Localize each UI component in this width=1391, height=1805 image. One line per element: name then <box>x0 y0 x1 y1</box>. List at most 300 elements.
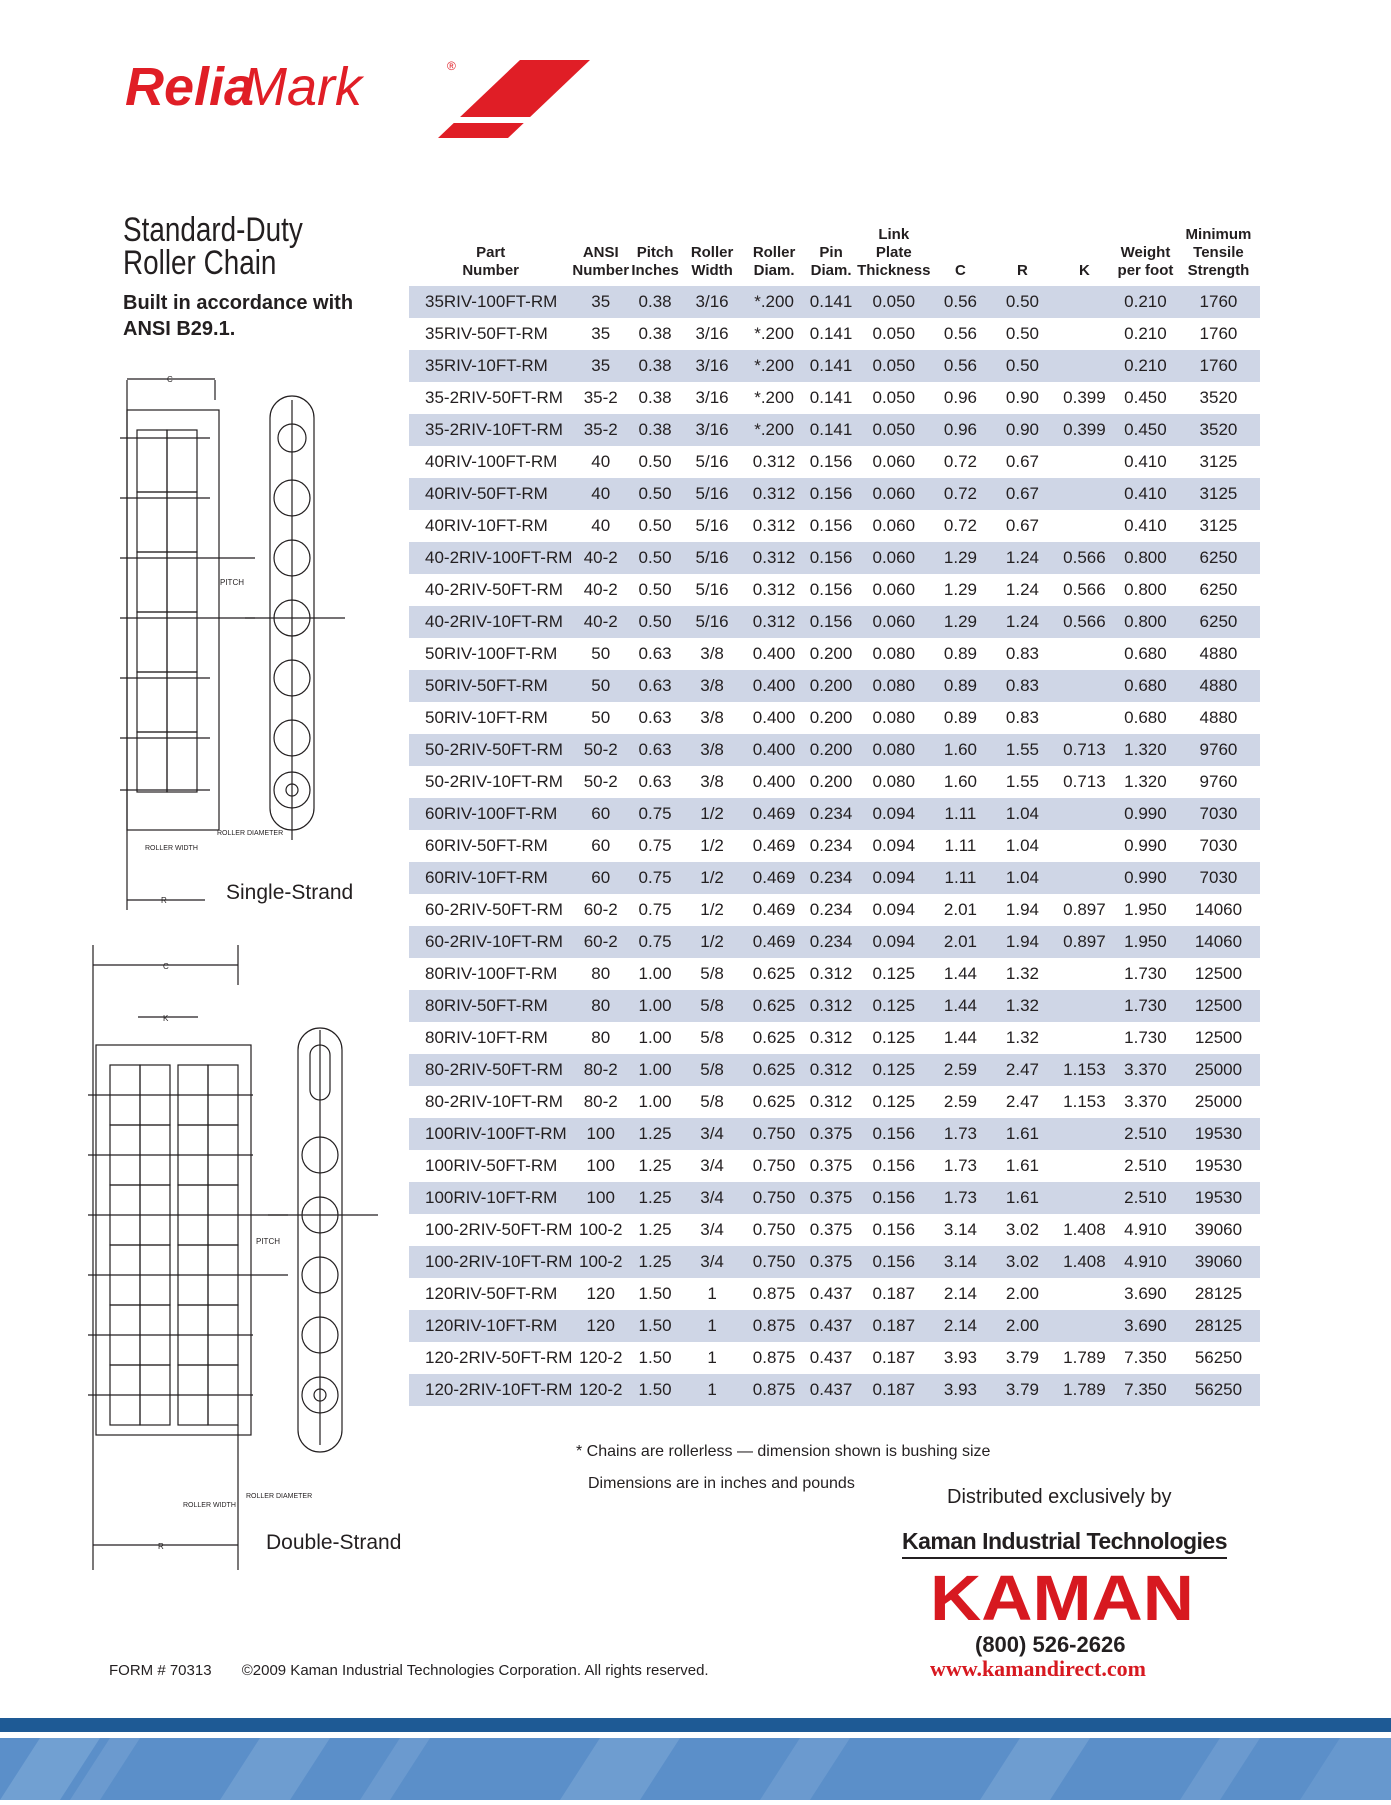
cell-weight-per-foot: 3.370 <box>1124 1092 1167 1111</box>
cell-k <box>1054 1022 1114 1054</box>
table-row <box>409 958 1260 990</box>
cell-ansi-number: 50 <box>591 708 611 727</box>
cell-pitch: 0.75 <box>638 836 672 855</box>
cell-weight-per-foot: 0.210 <box>1124 324 1167 343</box>
table-row <box>409 510 1260 542</box>
cell-c: 1.73 <box>943 1156 977 1175</box>
footer <box>109 1662 735 1679</box>
cell-weight-per-foot: 0.210 <box>1114 286 1176 318</box>
cell-r: 3.79 <box>990 1374 1054 1406</box>
reliamark-logo <box>120 50 590 140</box>
cell-roller-width: 1 <box>707 1284 717 1303</box>
cell-k: 0.897 <box>1063 900 1106 919</box>
cell-r: 1.61 <box>1005 1156 1039 1175</box>
cell-pitch: 0.38 <box>638 388 672 407</box>
cell-min-tensile-strength: 39060 <box>1194 1220 1243 1239</box>
cell-link-plate-thickness: 0.050 <box>857 286 930 318</box>
cell-ansi-number: 50-2 <box>583 772 618 791</box>
cell-c: 1.44 <box>943 964 977 983</box>
cell-pin-diameter: 0.141 <box>809 324 853 343</box>
single-strand-caption: Single-Strand <box>226 881 354 904</box>
cell-roller-width: 1/2 <box>681 926 743 958</box>
cell-link-plate-thickness: 0.060 <box>857 478 930 510</box>
table-row <box>409 798 1260 830</box>
cell-part-number: 100-2RIV-10FT-RM <box>409 1246 572 1278</box>
cell-pitch: 0.75 <box>629 798 681 830</box>
cell-pin-diameter: 0.156 <box>805 606 857 638</box>
cell-part-number: 60RIV-100FT-RM <box>409 798 572 830</box>
cell-k: 1.408 <box>1063 1220 1106 1239</box>
cell-c: 2.14 <box>943 1284 977 1303</box>
cell-weight-per-foot: 1.320 <box>1114 734 1176 766</box>
cell-k: 1.408 <box>1054 1246 1114 1278</box>
cell-part-number: 120-2RIV-50FT-RM <box>425 1348 573 1367</box>
cell-roller-diameter: 0.312 <box>752 452 796 471</box>
table-row <box>409 1118 1260 1150</box>
cell-part-number: 120-2RIV-10FT-RM <box>409 1374 572 1406</box>
cell-r: 3.79 <box>1005 1348 1039 1367</box>
cell-k <box>1054 1118 1114 1150</box>
cell-ansi-number: 50 <box>591 644 611 663</box>
cell-c: 0.96 <box>943 388 977 407</box>
cell-weight-per-foot: 3.370 <box>1114 1054 1176 1086</box>
table-body <box>409 286 1260 1406</box>
cell-k <box>1054 990 1114 1022</box>
cell-pitch: 1.00 <box>629 990 681 1022</box>
cell-c: 1.60 <box>943 772 977 791</box>
cell-pin-diameter: 0.141 <box>809 388 853 407</box>
cell-r: 1.04 <box>1005 836 1039 855</box>
cell-ansi-number: 40-2 <box>583 580 618 599</box>
header-part-number <box>409 226 572 286</box>
cell-part-number: 35-2RIV-10FT-RM <box>409 414 572 446</box>
distributor-website-link[interactable]: www.kamandirect.com <box>930 1656 1146 1681</box>
header-link-plate-thickness <box>857 226 930 286</box>
cell-roller-diameter: *.200 <box>743 350 805 382</box>
cell-weight-per-foot: 0.680 <box>1124 644 1167 663</box>
cell-link-plate-thickness: 0.050 <box>872 388 916 407</box>
cell-weight-per-foot: 0.410 <box>1124 516 1167 535</box>
cell-min-tensile-strength: 3125 <box>1176 478 1260 510</box>
header-pin-diameter <box>805 226 857 286</box>
cell-c: 1.11 <box>930 798 990 830</box>
cell-roller-width: 1 <box>707 1348 717 1367</box>
cell-weight-per-foot: 0.210 <box>1114 350 1176 382</box>
cell-pitch: 0.63 <box>638 772 672 791</box>
cell-roller-width: 1/2 <box>681 862 743 894</box>
header-ansi-number-line: ANSI <box>582 244 619 261</box>
cell-weight-per-foot: 0.990 <box>1114 862 1176 894</box>
cell-link-plate-thickness: 0.080 <box>872 772 916 791</box>
table-row <box>409 382 1260 414</box>
cell-roller-diameter: 0.312 <box>743 542 805 574</box>
double-front-view <box>268 1028 378 1452</box>
cell-part-number: 80RIV-100FT-RM <box>425 964 558 983</box>
cell-pin-diameter: 0.437 <box>809 1284 853 1303</box>
cell-roller-width: 5/8 <box>681 1054 743 1086</box>
cell-r: 1.24 <box>990 542 1054 574</box>
cell-r: 2.47 <box>1005 1092 1039 1111</box>
cell-ansi-number: 80 <box>591 1028 611 1047</box>
cell-k <box>1054 830 1114 862</box>
cell-k: 1.789 <box>1054 1374 1114 1406</box>
cell-c: 2.59 <box>943 1092 977 1111</box>
cell-roller-diameter: 0.400 <box>752 772 796 791</box>
cell-min-tensile-strength: 4880 <box>1199 644 1238 663</box>
cell-ansi-number: 100-2 <box>578 1220 623 1239</box>
cell-pitch: 0.63 <box>638 644 672 663</box>
cell-weight-per-foot: 1.320 <box>1124 772 1167 791</box>
cell-c: 1.73 <box>930 1182 990 1214</box>
table-row <box>409 1214 1260 1246</box>
cell-pitch: 0.50 <box>638 452 672 471</box>
cell-k: 0.897 <box>1054 926 1114 958</box>
cell-roller-diameter: 0.400 <box>752 708 796 727</box>
cell-r: 1.04 <box>990 862 1054 894</box>
cell-r: 1.61 <box>990 1182 1054 1214</box>
cell-min-tensile-strength: 14060 <box>1194 900 1243 919</box>
cell-pin-diameter: 0.200 <box>809 708 853 727</box>
cell-pitch: 1.25 <box>629 1182 681 1214</box>
cell-roller-diameter: 0.469 <box>752 836 796 855</box>
table-row <box>409 606 1260 638</box>
cell-roller-diameter: *.200 <box>743 414 805 446</box>
header-weight-per-foot <box>1114 226 1176 286</box>
cell-min-tensile-strength: 28125 <box>1194 1284 1243 1303</box>
cell-ansi-number: 60 <box>591 836 611 855</box>
cell-roller-diameter: *.200 <box>754 388 794 407</box>
cell-roller-width: 3/16 <box>695 388 729 407</box>
table-row <box>409 1150 1260 1182</box>
cell-roller-width: 5/8 <box>700 1028 724 1047</box>
cell-roller-width: 5/8 <box>700 964 724 983</box>
cell-k <box>1054 1310 1114 1342</box>
cell-ansi-number: 60 <box>572 798 629 830</box>
cell-roller-width: 1 <box>681 1374 743 1406</box>
cell-roller-width: 3/4 <box>700 1156 724 1175</box>
cell-ansi-number: 40-2 <box>572 542 629 574</box>
cell-part-number: 40-2RIV-100FT-RM <box>409 542 572 574</box>
cell-pitch: 1.00 <box>638 1092 672 1111</box>
cell-min-tensile-strength: 19530 <box>1194 1156 1243 1175</box>
cell-part-number: 50-2RIV-10FT-RM <box>425 772 563 791</box>
cell-roller-diameter: 0.469 <box>743 862 805 894</box>
header-pin-diameter-line: Diam. <box>810 262 852 279</box>
cell-r: 0.50 <box>990 286 1054 318</box>
cell-ansi-number: 100-2 <box>572 1246 629 1278</box>
double-side-view <box>88 1045 253 1435</box>
cell-weight-per-foot: 1.730 <box>1124 964 1167 983</box>
table-row <box>409 318 1260 350</box>
cell-roller-diameter: 0.875 <box>743 1374 805 1406</box>
table-row <box>409 702 1260 734</box>
cell-min-tensile-strength: 19530 <box>1176 1182 1260 1214</box>
cell-pitch: 0.38 <box>629 350 681 382</box>
cell-roller-diameter: *.200 <box>743 286 805 318</box>
cell-k: 0.399 <box>1054 414 1114 446</box>
cell-link-plate-thickness: 0.156 <box>872 1220 916 1239</box>
cell-r: 2.00 <box>1005 1284 1039 1303</box>
cell-min-tensile-strength: 7030 <box>1199 836 1238 855</box>
cell-r: 1.94 <box>1005 900 1039 919</box>
cell-part-number: 50RIV-100FT-RM <box>425 644 558 663</box>
cell-min-tensile-strength: 14060 <box>1176 926 1260 958</box>
header-k <box>1054 226 1114 286</box>
cell-pitch: 1.50 <box>629 1374 681 1406</box>
cell-weight-per-foot: 1.950 <box>1114 926 1176 958</box>
table-row <box>409 1374 1260 1406</box>
cell-pitch: 0.38 <box>629 414 681 446</box>
cell-c: 0.56 <box>930 350 990 382</box>
cell-part-number: 100RIV-50FT-RM <box>425 1156 558 1175</box>
cell-ansi-number: 35 <box>572 286 629 318</box>
table-row <box>409 990 1260 1022</box>
table-row <box>409 542 1260 574</box>
cell-min-tensile-strength: 28125 <box>1176 1310 1260 1342</box>
cell-c: 1.44 <box>930 990 990 1022</box>
cell-roller-diameter: 0.875 <box>752 1284 796 1303</box>
cell-link-plate-thickness: 0.080 <box>872 644 916 663</box>
cell-link-plate-thickness: 0.156 <box>872 1156 916 1175</box>
header-roller-diameter-line: Diam. <box>753 262 795 279</box>
cell-pitch: 0.50 <box>638 516 672 535</box>
cell-min-tensile-strength: 3520 <box>1199 388 1238 407</box>
cell-roller-width: 1/2 <box>681 798 743 830</box>
cell-roller-width: 5/8 <box>700 1092 724 1111</box>
cell-part-number: 40RIV-10FT-RM <box>425 516 548 535</box>
cell-pitch: 1.00 <box>638 1028 672 1047</box>
cell-roller-diameter: 0.625 <box>752 1028 796 1047</box>
table-row <box>409 1342 1260 1374</box>
cell-pin-diameter: 0.437 <box>809 1348 853 1367</box>
cell-r: 1.32 <box>990 990 1054 1022</box>
copyright: ©2009 Kaman Industrial Technologies Corporation. All rights reserved. <box>241 1662 709 1679</box>
cell-pitch: 0.75 <box>638 900 672 919</box>
cell-pin-diameter: 0.234 <box>809 836 853 855</box>
cell-part-number: 35RIV-100FT-RM <box>409 286 572 318</box>
table-row <box>409 414 1260 446</box>
table-row <box>409 862 1260 894</box>
cell-roller-diameter: 0.625 <box>743 1054 805 1086</box>
cell-link-plate-thickness: 0.094 <box>857 798 930 830</box>
table-row <box>409 766 1260 798</box>
cell-min-tensile-strength: 19530 <box>1176 1118 1260 1150</box>
cell-pin-diameter: 0.141 <box>805 350 857 382</box>
cell-pitch: 1.50 <box>629 1310 681 1342</box>
cell-c: 2.14 <box>930 1310 990 1342</box>
cell-roller-diameter: 0.400 <box>743 670 805 702</box>
single-c-label: C <box>167 375 173 384</box>
cell-min-tensile-strength: 1760 <box>1199 324 1238 343</box>
cell-roller-width: 3/8 <box>700 772 724 791</box>
cell-k <box>1054 286 1114 318</box>
header-r-line: R <box>1017 262 1028 279</box>
cell-part-number: 50-2RIV-50FT-RM <box>409 734 572 766</box>
cell-part-number: 100-2RIV-50FT-RM <box>425 1220 573 1239</box>
cell-min-tensile-strength: 3520 <box>1176 414 1260 446</box>
header-link-plate-thickness-line: Plate <box>875 244 912 261</box>
cell-link-plate-thickness: 0.080 <box>872 708 916 727</box>
cell-part-number: 35RIV-50FT-RM <box>425 324 548 343</box>
cell-min-tensile-strength: 4880 <box>1176 670 1260 702</box>
header-weight-per-foot-line: per foot <box>1117 262 1174 279</box>
cell-r: 0.67 <box>1005 452 1039 471</box>
cell-pin-diameter: 0.234 <box>805 798 857 830</box>
cell-weight-per-foot: 0.450 <box>1124 388 1167 407</box>
cell-r: 2.00 <box>990 1310 1054 1342</box>
cell-ansi-number: 120 <box>572 1310 629 1342</box>
cell-c: 1.29 <box>930 542 990 574</box>
cell-c: 1.29 <box>930 606 990 638</box>
cell-min-tensile-strength: 56250 <box>1176 1374 1260 1406</box>
cell-k <box>1054 1150 1114 1182</box>
cell-pin-diameter: 0.156 <box>805 478 857 510</box>
cell-k <box>1054 318 1114 350</box>
header-k-line: K <box>1079 262 1090 279</box>
cell-r: 1.32 <box>1005 1028 1039 1047</box>
double-roller-diameter-label: ROLLER DIAMETER <box>246 1493 313 1500</box>
cell-pin-diameter: 0.141 <box>805 414 857 446</box>
table-row <box>409 670 1260 702</box>
cell-roller-width: 3/4 <box>700 1220 724 1239</box>
cell-c: 2.01 <box>930 926 990 958</box>
cell-pin-diameter: 0.234 <box>809 900 853 919</box>
cell-link-plate-thickness: 0.050 <box>857 350 930 382</box>
cell-c: 0.89 <box>930 670 990 702</box>
cell-ansi-number: 80 <box>572 990 629 1022</box>
header-pin-diameter-line: Pin <box>819 244 843 261</box>
cell-c: 1.11 <box>944 836 977 855</box>
cell-roller-width: 5/16 <box>681 542 743 574</box>
cell-roller-diameter: 0.400 <box>743 734 805 766</box>
cell-k <box>1054 510 1114 542</box>
cell-roller-diameter: 0.875 <box>743 1310 805 1342</box>
cell-k <box>1054 350 1114 382</box>
cell-k <box>1054 1182 1114 1214</box>
single-strand-diagram <box>115 370 355 910</box>
single-side-view <box>120 410 219 830</box>
cell-pin-diameter: 0.437 <box>805 1374 857 1406</box>
cell-c: 0.56 <box>943 324 977 343</box>
cell-r: 1.55 <box>1005 772 1039 791</box>
cell-k <box>1054 446 1114 478</box>
cell-pin-diameter: 0.375 <box>809 1156 853 1175</box>
table-row <box>409 638 1260 670</box>
cell-ansi-number: 40-2 <box>572 606 629 638</box>
cell-roller-diameter: 0.875 <box>752 1348 796 1367</box>
cell-r: 1.55 <box>990 734 1054 766</box>
header-r <box>990 226 1054 286</box>
cell-roller-diameter: 0.469 <box>743 798 805 830</box>
cell-part-number: 60-2RIV-50FT-RM <box>425 900 563 919</box>
cell-k <box>1054 702 1114 734</box>
cell-c: 2.59 <box>930 1054 990 1086</box>
cell-pin-diameter: 0.312 <box>809 964 853 983</box>
cell-roller-width: 3/8 <box>700 708 724 727</box>
cell-pitch: 0.63 <box>638 708 672 727</box>
cell-k: 1.153 <box>1054 1054 1114 1086</box>
cell-r: 0.90 <box>1005 388 1039 407</box>
cell-part-number: 80RIV-50FT-RM <box>409 990 572 1022</box>
cell-weight-per-foot: 2.510 <box>1114 1118 1176 1150</box>
cell-part-number: 120RIV-10FT-RM <box>409 1310 572 1342</box>
cell-k: 0.713 <box>1054 734 1114 766</box>
table-row <box>409 1182 1260 1214</box>
kaman-logo-text: KAMAN <box>930 1564 1194 1626</box>
page-subtitle: Built in accordance with ANSI B29.1. <box>123 292 354 340</box>
cell-pin-diameter: 0.156 <box>809 516 853 535</box>
cell-r: 1.61 <box>990 1118 1054 1150</box>
header-weight-per-foot-line: Weight <box>1120 244 1171 261</box>
cell-link-plate-thickness: 0.125 <box>857 1054 930 1086</box>
cell-link-plate-thickness: 0.125 <box>872 964 916 983</box>
cell-link-plate-thickness: 0.187 <box>857 1374 930 1406</box>
cell-r: 1.04 <box>990 798 1054 830</box>
cell-pin-diameter: 0.234 <box>805 926 857 958</box>
logo-registered-mark: ® <box>447 59 456 73</box>
cell-pitch: 0.38 <box>629 286 681 318</box>
cell-k: 0.566 <box>1054 542 1114 574</box>
double-r-label: R <box>158 1542 164 1551</box>
cell-part-number: 35RIV-10FT-RM <box>409 350 572 382</box>
table-row <box>409 478 1260 510</box>
cell-roller-width: 5/16 <box>695 516 729 535</box>
table-row <box>409 350 1260 382</box>
cell-pitch: 1.25 <box>638 1220 672 1239</box>
header-pitch-line: Pitch <box>636 244 674 261</box>
cell-k <box>1054 1278 1114 1310</box>
cell-roller-width: 3/4 <box>681 1246 743 1278</box>
cell-roller-diameter: 0.312 <box>743 606 805 638</box>
cell-r: 1.94 <box>990 926 1054 958</box>
cell-ansi-number: 35 <box>591 324 611 343</box>
cell-c: 1.60 <box>930 734 990 766</box>
cell-pitch: 1.25 <box>629 1118 681 1150</box>
cell-c: 2.01 <box>943 900 977 919</box>
cell-link-plate-thickness: 0.050 <box>857 414 930 446</box>
cell-roller-width: 3/16 <box>681 350 743 382</box>
cell-part-number: 80RIV-10FT-RM <box>425 1028 548 1047</box>
cell-weight-per-foot: 0.450 <box>1114 414 1176 446</box>
cell-weight-per-foot: 0.800 <box>1114 606 1176 638</box>
cell-link-plate-thickness: 0.156 <box>857 1118 930 1150</box>
cell-roller-width: 3/8 <box>681 670 743 702</box>
title-line-2: Roller Chain <box>123 244 277 282</box>
cell-link-plate-thickness: 0.125 <box>857 990 930 1022</box>
cell-k: 0.566 <box>1054 606 1114 638</box>
cell-roller-width: 1/2 <box>700 836 724 855</box>
cell-c: 0.72 <box>943 516 977 535</box>
cell-weight-per-foot: 0.410 <box>1114 478 1176 510</box>
cell-min-tensile-strength: 6250 <box>1199 580 1238 599</box>
cell-pin-diameter: 0.141 <box>805 286 857 318</box>
cell-pitch: 0.50 <box>629 542 681 574</box>
table-row <box>409 830 1260 862</box>
cell-pitch: 0.63 <box>629 734 681 766</box>
cell-pin-diameter: 0.375 <box>805 1182 857 1214</box>
cell-weight-per-foot: 3.690 <box>1114 1310 1176 1342</box>
cell-roller-diameter: 0.750 <box>743 1182 805 1214</box>
cell-weight-per-foot: 2.510 <box>1114 1182 1176 1214</box>
cell-part-number: 60RIV-10FT-RM <box>409 862 572 894</box>
cell-pin-diameter: 0.312 <box>809 1092 853 1111</box>
cell-pin-diameter: 0.200 <box>805 670 857 702</box>
cell-r: 3.02 <box>1005 1220 1039 1239</box>
cell-c: 0.72 <box>930 478 990 510</box>
cell-ansi-number: 100 <box>586 1156 615 1175</box>
cell-weight-per-foot: 1.730 <box>1114 990 1176 1022</box>
cell-pin-diameter: 0.375 <box>805 1118 857 1150</box>
